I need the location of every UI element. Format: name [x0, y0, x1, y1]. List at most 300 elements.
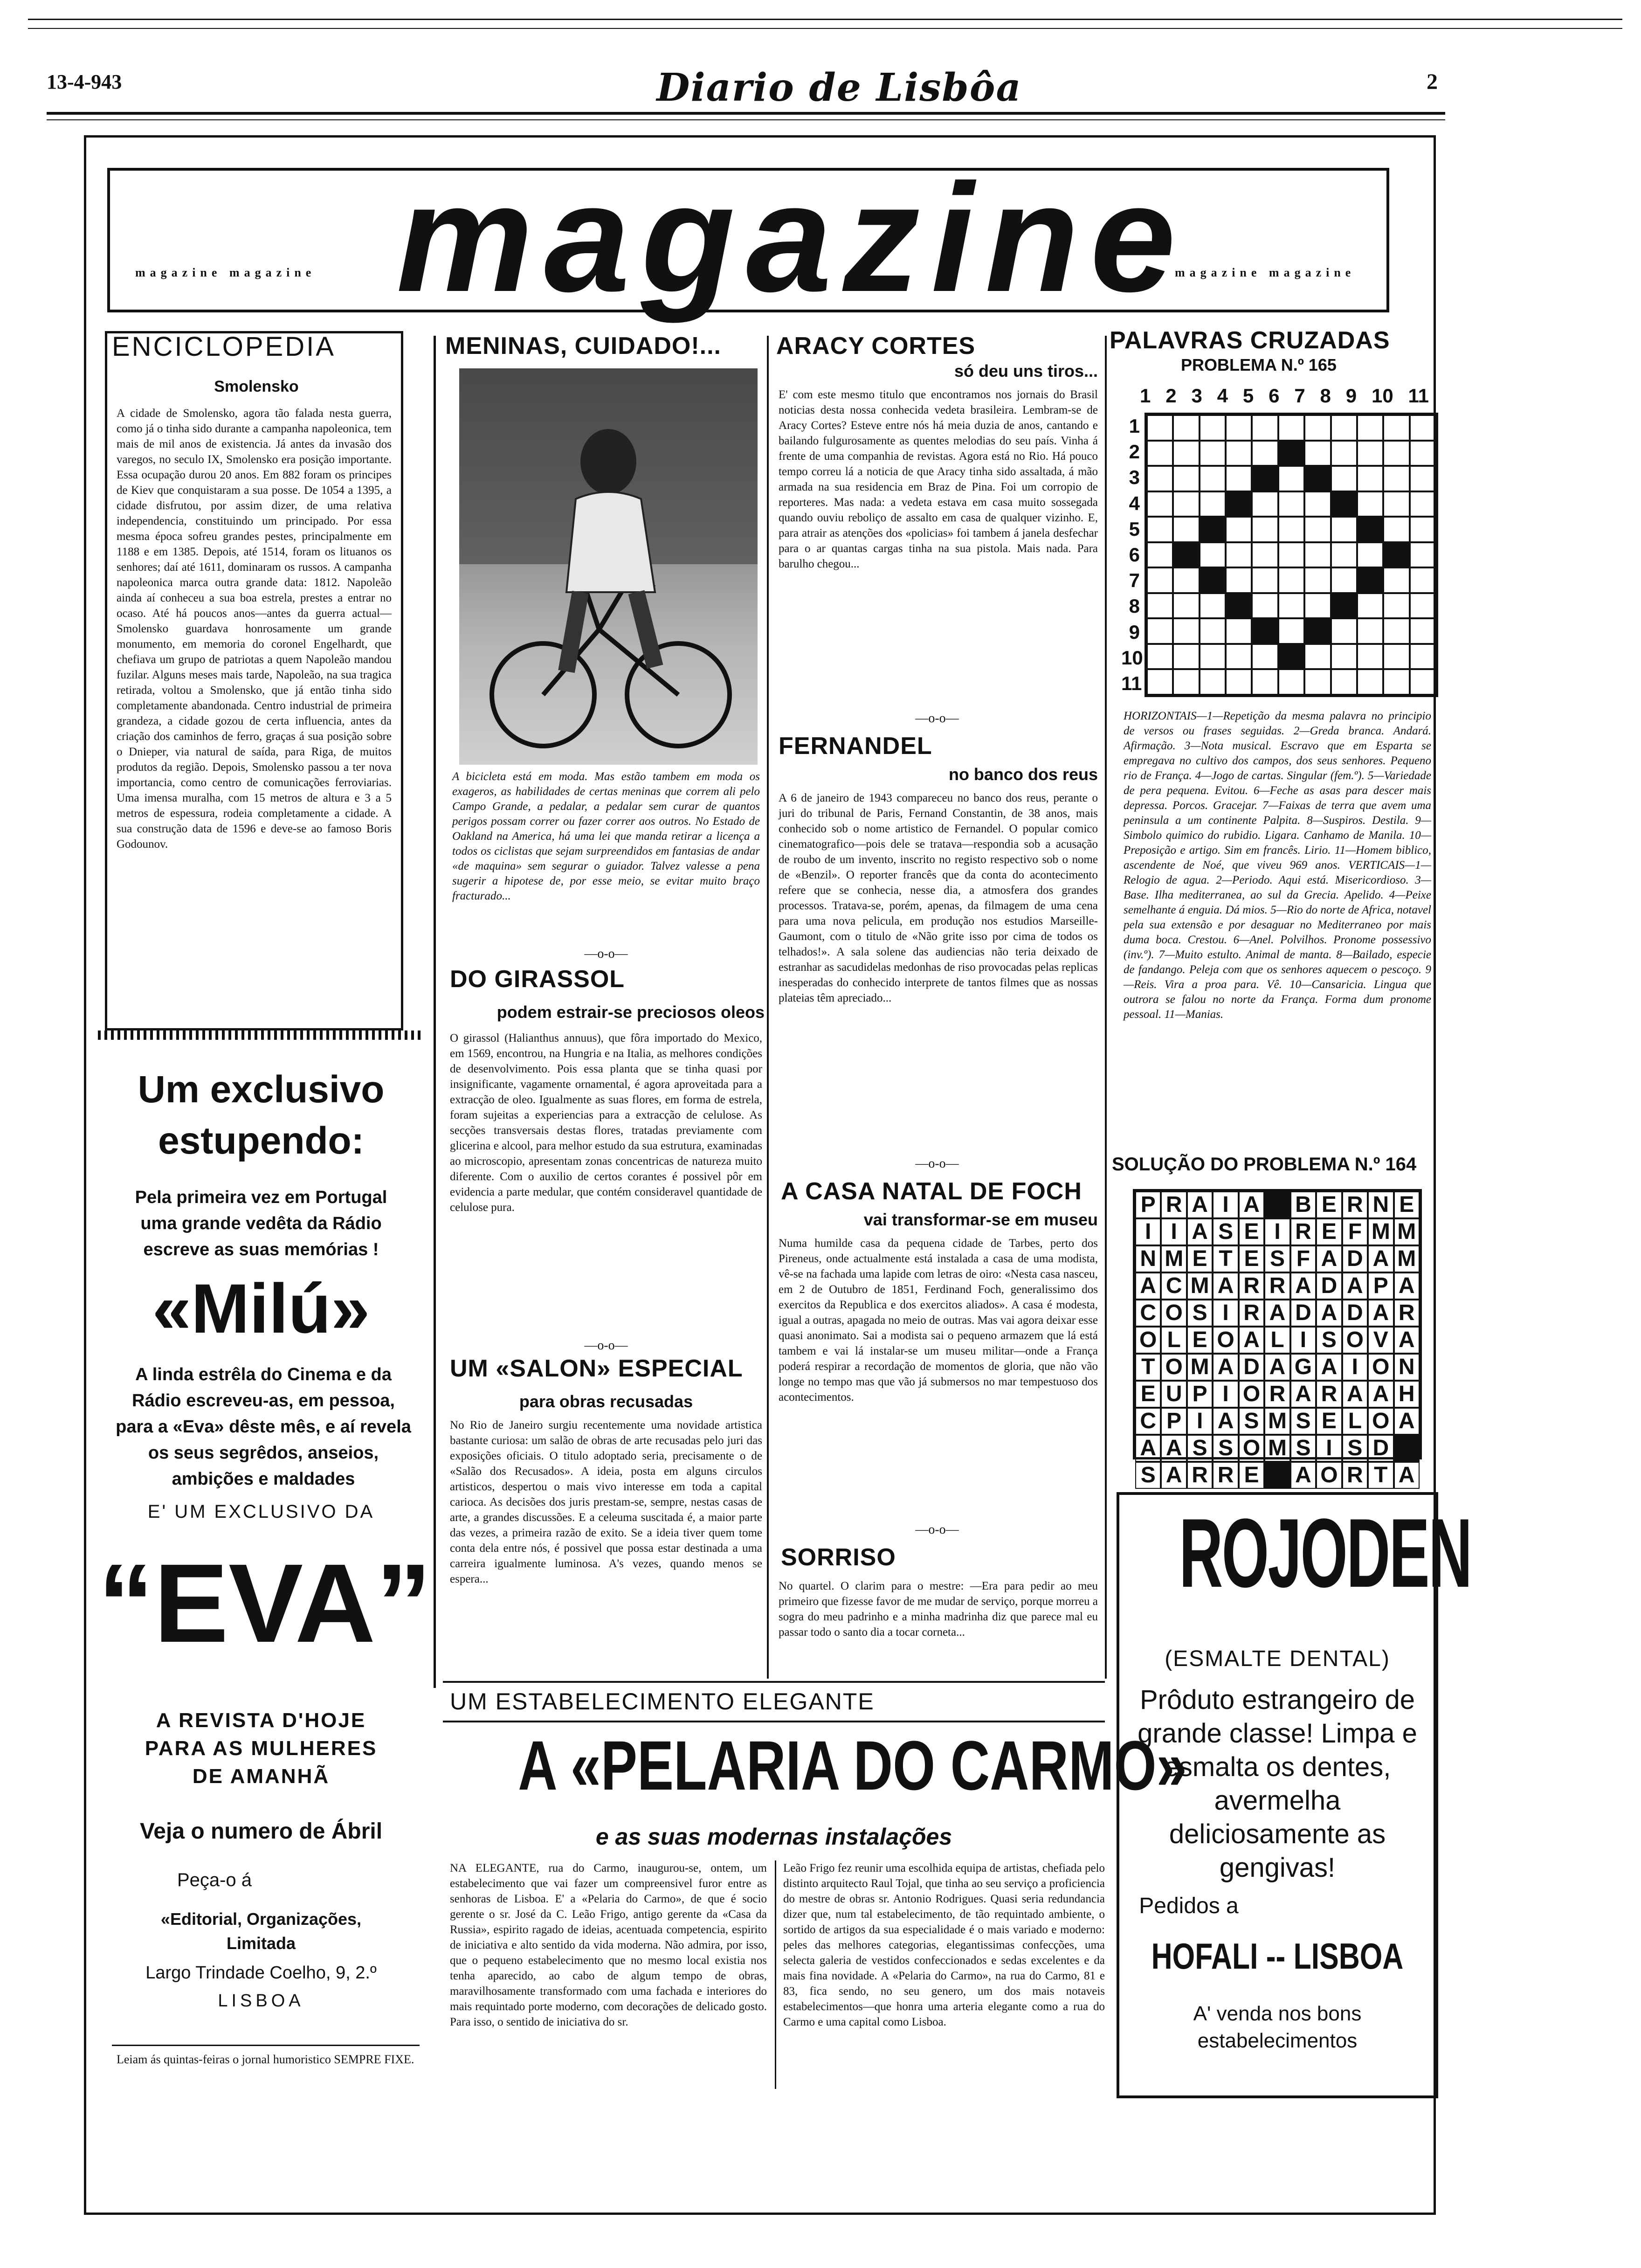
col-num: 9: [1345, 385, 1357, 407]
crossword-cell: [1410, 415, 1436, 441]
crossword-cell: [1226, 618, 1252, 644]
solution-cell: R: [1342, 1191, 1368, 1218]
crossword-cell: [1357, 669, 1383, 695]
solution-cell: N: [1368, 1191, 1393, 1218]
top-rule: [28, 19, 1622, 20]
girassol-text: O girassol (Halianthus annuus), que fôra importado do Mexico, em 1569, encontrou, na Hungria e na Italia, as melhores condições de desenvolvimento. Pois essa planta que se tinha quasi por insignificante, vagamente ornamental, é agora aproveitada para a extracção de oleo. Igualmente as suas flores, em forma de estrela, foram sujeitas a experiencias para a extracção de celulose. As secções transversais destas flores, tratadas previamente com glicerina e alcool, para melhor estudo da sua estrutura, examinadas ao microscopio, apresentam zonas concentricas de natureza muito diferente. Com o auxilio de certos corantes é possivel pôr em evidencia a parte medular, que contém consideravel quantidade de celulose pura.: [450, 1032, 762, 1214]
solution-cell: I: [1213, 1381, 1238, 1408]
crossword-col-numbers: [1140, 385, 1429, 407]
crossword-cell: [1173, 517, 1199, 542]
crossword-cell: [1252, 644, 1278, 670]
solution-cell: I: [1213, 1191, 1238, 1218]
crossword-cell: [1278, 415, 1304, 441]
crossword-cell: [1252, 466, 1278, 491]
solution-cell: O: [1213, 1327, 1238, 1354]
girassol-heading: DO GIRASSOL: [450, 966, 625, 993]
solution-cell: I: [1290, 1327, 1316, 1354]
solution-cell: A: [1264, 1300, 1290, 1327]
crossword-cell: [1331, 441, 1357, 466]
crossword-cell: [1200, 415, 1226, 441]
solution-cell: R: [1290, 1218, 1316, 1245]
solution-cell: O: [1135, 1327, 1161, 1354]
pelaria-kicker: UM ESTABELECIMENTO ELEGANTE: [450, 1688, 875, 1715]
crossword-cell: [1147, 466, 1173, 491]
solution-cell: I: [1264, 1218, 1290, 1245]
bicycle-photo-figure: [459, 368, 758, 765]
col-rule-1: [434, 336, 436, 1688]
col-num: 1: [1140, 385, 1151, 407]
crossword-cell: [1383, 669, 1409, 695]
solution-cell: E: [1394, 1191, 1420, 1218]
crossword-cell: [1226, 542, 1252, 568]
crossword-cell: [1331, 593, 1357, 619]
top-rule-2: [28, 28, 1622, 29]
crossword-cell: [1278, 593, 1304, 619]
solution-cell: A: [1135, 1435, 1161, 1462]
crossword-cell: [1278, 441, 1304, 466]
solution-cell: D: [1342, 1245, 1368, 1272]
magazine-small-right: magazine magazine: [1175, 266, 1356, 279]
crossword-cell: [1357, 517, 1383, 542]
row-num: 1: [1129, 415, 1140, 437]
crossword-cell: [1226, 466, 1252, 491]
solution-cell: I: [1316, 1435, 1342, 1462]
milu-ad-eva: “EVA”: [98, 1541, 432, 1666]
solution-cell: L: [1264, 1327, 1290, 1354]
solution-cell: R: [1161, 1191, 1186, 1218]
solution-cell: R: [1264, 1272, 1290, 1300]
crossword-cell: [1331, 517, 1357, 542]
solution-cell: A: [1187, 1218, 1213, 1245]
salon-subtitle: para obras recusadas: [519, 1392, 693, 1411]
crossword-cell: [1200, 669, 1226, 695]
solution-cell: E: [1316, 1191, 1342, 1218]
solution-cell: A: [1290, 1462, 1316, 1489]
col-num: 4: [1217, 385, 1228, 407]
crossword-cell: [1278, 466, 1304, 491]
solution-cell: S: [1213, 1218, 1238, 1245]
row-num: 2: [1129, 441, 1140, 463]
crossword-cell: [1200, 644, 1226, 670]
solution-cell: P: [1135, 1191, 1161, 1218]
solution-cell: S: [1342, 1435, 1368, 1462]
col-num: 5: [1242, 385, 1254, 407]
solution-cell: I: [1135, 1218, 1161, 1245]
row-num: 8: [1129, 595, 1140, 617]
crossword-cell: [1304, 491, 1331, 517]
solution-cell: A: [1368, 1245, 1393, 1272]
sorriso-heading: SORRISO: [781, 1544, 896, 1571]
crossword-cell: [1357, 618, 1383, 644]
crossword-cell: [1147, 593, 1173, 619]
palavras-problem: PROBLEMA N.º 165: [1181, 355, 1337, 374]
crossword-cell: [1410, 567, 1436, 593]
solution-cell: U: [1161, 1381, 1186, 1408]
solution-cell: E: [1239, 1462, 1264, 1489]
crossword-cell: [1304, 644, 1331, 670]
crossword-cell: [1278, 618, 1304, 644]
solution-cell: A: [1264, 1354, 1290, 1381]
solution-cell: T: [1213, 1245, 1238, 1272]
solution-cell: A: [1161, 1462, 1186, 1489]
crossword-row-numbers: [1121, 415, 1143, 695]
crossword-cell: [1410, 441, 1436, 466]
crossword-cell: [1304, 517, 1331, 542]
solution-cell: D: [1368, 1435, 1393, 1462]
solution-cell: E: [1239, 1218, 1264, 1245]
solution-cell: O: [1342, 1327, 1368, 1354]
solution-cell: A: [1394, 1408, 1420, 1435]
pelaria-col-rule: [775, 1860, 776, 2089]
crossword-cell: [1252, 669, 1278, 695]
crossword-cell: [1383, 644, 1409, 670]
magazine-small-left: magazine magazine: [135, 266, 316, 279]
solution-cell: R: [1187, 1462, 1213, 1489]
milu-ad-intro: Pela primeira vez em Portugal uma grande vedêta da Rádio escreve as suas memórias !: [135, 1188, 387, 1259]
crossword-cell: [1357, 593, 1383, 619]
aracy-text: E' com este mesmo titulo que encontramos nos jornais do Brasil noticias desta nossa conhecida vedeta brasileira. Lembram-se de Aracy Cortes? Esteve entre nós há meia duzia de anos, cantando e bailando fulgurosamente as quentes melodias do seu país. Vinha á frente de uma companhia de revistas. Agora está no Rio. Há pouco tempo correu lá a noticia de que Aracy tinha sido assaltada, á mão armada na sua residencia em Braz de Pina. Foi um corropio de reporteres. Mas nada: a vedeta estava em casa muito sossegada quando ouviu reboliço de assalto em casa de qualquer vizinho. E, para atrair as atenções dos «policias» foi tambem á janela desfechar para o ar quantas cargas tinha na sua pistola. Mais nada. Para barulho chegou...: [779, 388, 1098, 570]
meninas-heading: MENINAS, CUIDADO!...: [445, 332, 721, 360]
solution-cell: A: [1213, 1408, 1238, 1435]
solution-cell: M: [1264, 1408, 1290, 1435]
masthead-title: Diario de Lisbôa: [656, 65, 1022, 110]
sorriso-text: No quartel. O clarim para o mestre: —Era para pedir ao meu primeiro que fizesse favor de me mudar de serviço, porque morreu a sogra do meu padrinho e a minha madrinha diz que parece mal eu passar todo o santo dia a tocar corneta...: [779, 1580, 1098, 1639]
crossword-cell: [1252, 491, 1278, 517]
fernandel-subtitle: no banco dos reus: [948, 765, 1098, 784]
palavras-heading: PALAVRAS CRUZADAS: [1110, 327, 1390, 354]
crossword-cell: [1147, 618, 1173, 644]
solution-cell: E: [1316, 1218, 1342, 1245]
crossword-cell: [1331, 567, 1357, 593]
solution-cell: A: [1394, 1327, 1420, 1354]
pelaria-title: A «PELARIA DO CARMO»: [518, 1726, 1187, 1805]
crossword-cell: [1410, 593, 1436, 619]
solution-cell: C: [1135, 1408, 1161, 1435]
row-num: 5: [1129, 518, 1140, 540]
col-num: 3: [1191, 385, 1202, 407]
header-rule-thin: [47, 119, 1445, 120]
footer-note-rule: [112, 2045, 420, 2046]
crossword-cell: [1357, 542, 1383, 568]
sep-3: —o-o—: [915, 711, 959, 726]
crossword-cell: [1226, 567, 1252, 593]
solution-cell: A: [1394, 1272, 1420, 1300]
crossword-cell: [1383, 491, 1409, 517]
crossword-cell: [1173, 567, 1199, 593]
crossword-cell: [1147, 517, 1173, 542]
crossword-cell: [1147, 669, 1173, 695]
crossword-cell: [1383, 441, 1409, 466]
solution-cell: M: [1264, 1435, 1290, 1462]
crossword-cell: [1410, 491, 1436, 517]
solution-cell: A: [1239, 1327, 1264, 1354]
row-num: 6: [1129, 543, 1140, 566]
solution-cell: F: [1342, 1218, 1368, 1245]
solution-cell: S: [1264, 1245, 1290, 1272]
girassol-subtitle: podem estrair-se preciosos oleos: [496, 1003, 765, 1022]
sep-5: —o-o—: [915, 1522, 959, 1537]
salon-text: No Rio de Janeiro surgiu recentemente uma novidade artistica bastante curiosa: um salão de obras de arte recusadas pelo juri das exposições oficiais. O titulo adoptado seria, precisamente o de «Salão dos Recusados». A ideia, posta em alguns circulos artisticos, despertou o mais vivo interesse em toda a capital carioca. As decisões dos juris prestam-se, sempre, nestas casas de arte, a grandes discussões. E a celeuma suscitada é, a maior parte das vezes, a primeira razão de exito. Se a ideia tiver quem tome conta dela entre nós, é possivel que possa estar destinada a uma carreira igualmente luminosa. A's vezes, quando menos se espera...: [450, 1419, 762, 1585]
crossword-cell: [1147, 491, 1173, 517]
row-num: 4: [1129, 492, 1140, 514]
solution-cell: A: [1342, 1381, 1368, 1408]
solution-cell: B: [1290, 1191, 1316, 1218]
solution-cell: R: [1264, 1381, 1290, 1408]
crossword-cell: [1200, 441, 1226, 466]
milu-ad-desc: A linda estrêla do Cinema e da Rádio escreveu-as, em pessoa, para a «Eva» dêste mês, e aí revela os seus segrêdos, anseios, ambições e maldades: [116, 1365, 411, 1489]
rojoden-firm: HOFALI -- LISBOA: [1151, 1936, 1404, 1977]
magazine-title: magazine: [396, 152, 1187, 324]
crossword-cell: [1173, 466, 1199, 491]
row-num: 10: [1121, 646, 1143, 669]
solution-cell: M: [1187, 1272, 1213, 1300]
solution-cell: M: [1368, 1218, 1393, 1245]
solution-cell: E: [1135, 1381, 1161, 1408]
crossword-cell: [1357, 644, 1383, 670]
solution-cell: S: [1290, 1408, 1316, 1435]
milu-ad-line1: Um exclusivo: [138, 1068, 385, 1111]
row-num: 3: [1129, 466, 1140, 489]
fernandel-heading: FERNANDEL: [779, 733, 932, 760]
solution-cell: S: [1187, 1300, 1213, 1327]
crossword-cell: [1226, 669, 1252, 695]
col-rule-2: [767, 336, 769, 1679]
crossword-cell: [1147, 567, 1173, 593]
crossword-cell: [1226, 593, 1252, 619]
crossword-cell: [1147, 441, 1173, 466]
solution-cell: E: [1239, 1245, 1264, 1272]
solution-cell: A: [1316, 1300, 1342, 1327]
solution-cell: M: [1187, 1354, 1213, 1381]
solution-cell: M: [1394, 1218, 1420, 1245]
page-number: 2: [1427, 69, 1438, 94]
crossword-cell: [1331, 618, 1357, 644]
foch-text: Numa humilde casa da pequena cidade de Tarbes, perto dos Pireneus, onde actualmente está instalada a casa de uma modista, vê-se na fachada uma lapide com letras de oiro: «Nesta casa nasceu, em 2 de Outubro de 1851, Ferdinand Foch, generalissimo dos exercitos da Republica e dos exercitos aliados». A casa é modesta, igual a outras, apagada no meio de outras. Mas vai agora deixar esse quasi anonimato. Sai a modista sai o pequeno armazem que lá está tambem e vai lá instalar-se um museu militar—onde a França poderá respirar a recordação de momentos de gloria, que não vão longe no tempo mas que vão já submersos no mar tempestuoso dos acontecimentos.: [779, 1237, 1098, 1404]
milu-ad-name: «Milú»: [152, 1269, 370, 1348]
crossword-cell: [1357, 567, 1383, 593]
crossword-cell: [1278, 542, 1304, 568]
crossword-cell: [1252, 542, 1278, 568]
crossword-cell: [1383, 415, 1409, 441]
foch-heading: A CASA NATAL DE FOCH: [781, 1178, 1082, 1205]
solution-cell: A: [1290, 1381, 1316, 1408]
col-num: 8: [1320, 385, 1331, 407]
fernandel-text: A 6 de janeiro de 1943 compareceu no banco dos reus, perante o juri do tribunal de Paris, Fernand Constantin, de 38 anos, mais conhecido sob o nome artistico de Fernandel. O popular comico cinematografico—pois dele se tratava—respondia sob a acusação de roubo de um invento, inscrito no registo respectivo sob o nome de «Benzil». O reporter francês que da conta do acontecimento refere que se conhecia, nesse dia, a atmosfera dos grandes processos. Tratava-se, porém, apenas, da filmagem de uma cena para uma nova pelicula, em produção nos estudios Marseille-Gaumont, com o titulo de «Não grite isso por cima de todos os telhados!». A sala solene das audiencias não teria deixado de estranhar as sacudidelas medonhas de riso provocadas pelas replicas inesperadas do conhecido interprete de tantos filmes que as nossas plateias têm apreciado...: [779, 792, 1098, 1004]
solution-cell: A: [1213, 1272, 1238, 1300]
header-date: 13-4-943: [47, 70, 122, 93]
crossword-cell: [1410, 644, 1436, 670]
crossword-cell: [1173, 441, 1199, 466]
crossword-cell: [1304, 593, 1331, 619]
solution-cell: A: [1290, 1272, 1316, 1300]
milu-ad-number: Veja o numero de Ábril: [139, 1819, 383, 1844]
crossword-cell: [1173, 593, 1199, 619]
header-rule: [47, 112, 1445, 115]
crossword-cell: [1357, 415, 1383, 441]
crossword-cell: [1173, 618, 1199, 644]
solution-cell: P: [1187, 1381, 1213, 1408]
aracy-heading: ARACY CORTES: [776, 332, 976, 360]
solution-cell: A: [1368, 1381, 1393, 1408]
milu-ad-exclusive: E' UM EXCLUSIVO DA: [147, 1501, 375, 1522]
solution-cell: V: [1368, 1327, 1393, 1354]
aracy-subtitle: só deu uns tiros...: [954, 361, 1098, 380]
solution-cell: O: [1368, 1354, 1393, 1381]
solution-cell: A: [1316, 1354, 1342, 1381]
solution-cell: L: [1161, 1327, 1186, 1354]
solution-cell: S: [1316, 1327, 1342, 1354]
solution-cell: P: [1368, 1272, 1393, 1300]
solution-cell: S: [1290, 1435, 1316, 1462]
crossword-cell: [1173, 491, 1199, 517]
crossword-cell: [1200, 567, 1226, 593]
milu-ad-line2: estupendo:: [158, 1120, 364, 1162]
solution-cell: H: [1394, 1381, 1420, 1408]
pelaria-text-right: Leão Frigo fez reunir uma escolhida equipa de artistas, chefiada pelo distinto arquitecto Raul Tojal, que tinha ao seu serviço a proficiencia do mestre de obras sr. Antonio Rodrigues. Quasi seria redundancia dizer que, num tal estabelecimento, de tão requintado ambiente, o sortido de artigos da sua especialidade é o mais variado e moderno: peles das melhores categorias, elegantissimas confecções, uma selecta galeria de vestidos confeccionados e sedas excelentes e da mais fina novidade. A «Pelaria do Carmo», na rua do Carmo, 81 e 83, fica sendo, no seu genero, um dos mais notaveis estabelecimentos—que honra uma arteria elegante como a rua do Carmo e uma capital como Lisboa.: [783, 1862, 1105, 2028]
crossword-cell: [1304, 669, 1331, 695]
crossword-cell: [1252, 415, 1278, 441]
crossword-cell: [1410, 466, 1436, 491]
crossword-cell: [1331, 644, 1357, 670]
solution-cell: [1394, 1435, 1420, 1462]
crossword-cell: [1304, 618, 1331, 644]
solution-cell: M: [1394, 1245, 1420, 1272]
crossword-cell: [1383, 542, 1409, 568]
solution-cell: N: [1394, 1354, 1420, 1381]
crossword-cell: [1331, 415, 1357, 441]
enciclopedia-text: A cidade de Smolensko, agora tão falada nesta guerra, como já o tinha sido durante a campanha napoleonica, tem mais de mil anos de existencia. Já antes da invasão dos varegos, no seculo IX, Smolensko era posição importante. Essa ocupação durou 20 anos. Em 882 foram os principes de Kiev que conquistaram a sua posse. De 1054 a 1395, a cidade disfrutou, por assim dizer, de uma relativa independencia, constituindo um principado. Por essa mesma época sofreu grandes pestes, principalmente em 1188 e em 1385. Depois, até 1514, foram os lituanos os senhores; daí até 1611, dominaram os russos. A campanha napoleonica marca outra grande data: 1812. Napoleão ainda aí conheceu a sua boa estrela, prestes a entrar no ocaso. Até há poucos anos—antes da guerra actual—Smolensko guardava honrosamente um grande monumento, em memoria do coronel Engelhardt, que chefiava um grupo de patriotas a quem Napoleão mandou fuzilar. Alguns meses mais tarde, Napoleão, na sua tragica retirada, voltou a Smolensko, que já então tinha sido completamente abandonada. Centro industrial de primeira grandeza, a cidade gozou de certa influencia, antes da criação dos caminhos de ferro, graças á sua posição sobre o Dnieper, via natural de saída, para Riga, de muitos produtos da região. Depois, Smolensko passou a ter nova importancia, como centro de comunicações ferroviarias. Uma imensa muralha, com 15 metros de altura e 3 a 5 metros de espessura, rodeia completamente a cidade. A sua construção data de 1596 e deve-se ao famoso Boris Godounov.: [117, 407, 392, 850]
crossword-cell: [1383, 567, 1409, 593]
crossword-cell: [1383, 466, 1409, 491]
rojoden-orders: Pedidos a: [1139, 1894, 1239, 1918]
crossword-grid: [1145, 413, 1438, 697]
crossword-cell: [1278, 517, 1304, 542]
solution-cell: C: [1161, 1272, 1186, 1300]
footer-note: Leiam ás quintas-feiras o jornal humoristico SEMPRE FIXE.: [117, 2053, 414, 2066]
solution-cell: T: [1368, 1462, 1393, 1489]
col-num: 6: [1269, 385, 1280, 407]
crossword-cell: [1252, 567, 1278, 593]
crossword-cell: [1331, 466, 1357, 491]
solution-cell: D: [1342, 1300, 1368, 1327]
solution-cell: M: [1161, 1245, 1186, 1272]
solution-cell: [1264, 1462, 1290, 1489]
milu-ad-city: LISBOA: [218, 1991, 304, 2011]
crossword-cell: [1173, 415, 1199, 441]
solution-cell: S: [1135, 1462, 1161, 1489]
crossword-cell: [1410, 542, 1436, 568]
solution-cell: P: [1161, 1408, 1186, 1435]
solution-cell: O: [1161, 1300, 1186, 1327]
crossword-cell: [1252, 593, 1278, 619]
solution-cell: A: [1135, 1272, 1161, 1300]
crossword-cell: [1147, 415, 1173, 441]
crossword-cell: [1304, 415, 1331, 441]
solution-cell: A: [1187, 1191, 1213, 1218]
solution-cell: A: [1213, 1354, 1238, 1381]
crossword-cell: [1331, 669, 1357, 695]
crossword-cell: [1304, 466, 1331, 491]
crossword-cell: [1304, 542, 1331, 568]
crossword-cell: [1410, 669, 1436, 695]
col-rule-3: [1105, 336, 1107, 1679]
solution-cell: C: [1135, 1300, 1161, 1327]
crossword-cell: [1410, 517, 1436, 542]
crossword-cell: [1357, 441, 1383, 466]
solution-cell: L: [1342, 1408, 1368, 1435]
perforation-strip: [98, 1030, 424, 1040]
crossword-cell: [1357, 466, 1383, 491]
solution-cell: A: [1342, 1272, 1368, 1300]
row-num: 11: [1121, 672, 1142, 694]
crossword-cell: [1252, 618, 1278, 644]
crossword-cell: [1173, 644, 1199, 670]
solution-cell: A: [1239, 1191, 1264, 1218]
crossword-cell: [1200, 542, 1226, 568]
col-num: 2: [1165, 385, 1177, 407]
sep-2: —o-o—: [584, 1338, 628, 1353]
crossword-cell: [1331, 542, 1357, 568]
col-num: 10: [1371, 385, 1393, 407]
solution-cell: R: [1239, 1272, 1264, 1300]
solution-cell: D: [1290, 1300, 1316, 1327]
solution-cell: I: [1342, 1354, 1368, 1381]
solution-cell: E: [1187, 1327, 1213, 1354]
solution-cell: O: [1316, 1462, 1342, 1489]
crossword-cell: [1331, 491, 1357, 517]
solution-cell: A: [1394, 1462, 1420, 1489]
crossword-cell: [1226, 644, 1252, 670]
salon-heading: UM «SALON» ESPECIAL: [450, 1355, 743, 1382]
crossword-cell: [1278, 644, 1304, 670]
crossword-cell: [1147, 542, 1173, 568]
col-num: 11: [1408, 385, 1429, 407]
crossword-cell: [1173, 669, 1199, 695]
milu-ad-address: Largo Trindade Coelho, 9, 2.º: [145, 1963, 377, 1983]
solution-cell: S: [1213, 1435, 1238, 1462]
crossword-cell: [1278, 669, 1304, 695]
pelaria-kicker-rule: [443, 1721, 1105, 1722]
solution-cell: A: [1161, 1435, 1186, 1462]
rojoden-text: Prôduto estrangeiro de grande classe! Limpa e esmalta os dentes, avermelha deliciosamente as gengivas!: [1138, 1685, 1417, 1883]
crossword-cell: [1278, 567, 1304, 593]
sep-1: —o-o—: [584, 947, 628, 961]
crossword-cell: [1278, 491, 1304, 517]
milu-ad-publisher: «Editorial, Organizações, Limitada: [160, 1909, 362, 1953]
solution-cell: I: [1187, 1408, 1213, 1435]
solution-cell: R: [1213, 1462, 1238, 1489]
solution-cell: I: [1213, 1300, 1238, 1327]
milu-ad-ask: Peça-o á: [177, 1870, 252, 1890]
crossword-cell: [1200, 491, 1226, 517]
solution-cell: D: [1239, 1354, 1264, 1381]
crossword-cell: [1200, 593, 1226, 619]
col-num: 7: [1294, 385, 1305, 407]
crossword-cell: [1200, 618, 1226, 644]
crossword-cell: [1173, 542, 1199, 568]
crossword-cell: [1357, 491, 1383, 517]
enciclopedia-subtitle: Smolensko: [214, 378, 299, 395]
solution-cell: R: [1342, 1462, 1368, 1489]
solution-cell: O: [1368, 1408, 1393, 1435]
crossword-cell: [1383, 517, 1409, 542]
rojoden-brand: ROJODEN: [1179, 1498, 1471, 1608]
bicycle-photo: [459, 368, 758, 765]
crossword-cell: [1252, 441, 1278, 466]
crossword-cell: [1226, 517, 1252, 542]
milu-ad-tagline: A REVISTA D'HOJE PARA AS MULHERES DE AMANHÃ: [145, 1709, 378, 1788]
solution-cell: S: [1187, 1435, 1213, 1462]
